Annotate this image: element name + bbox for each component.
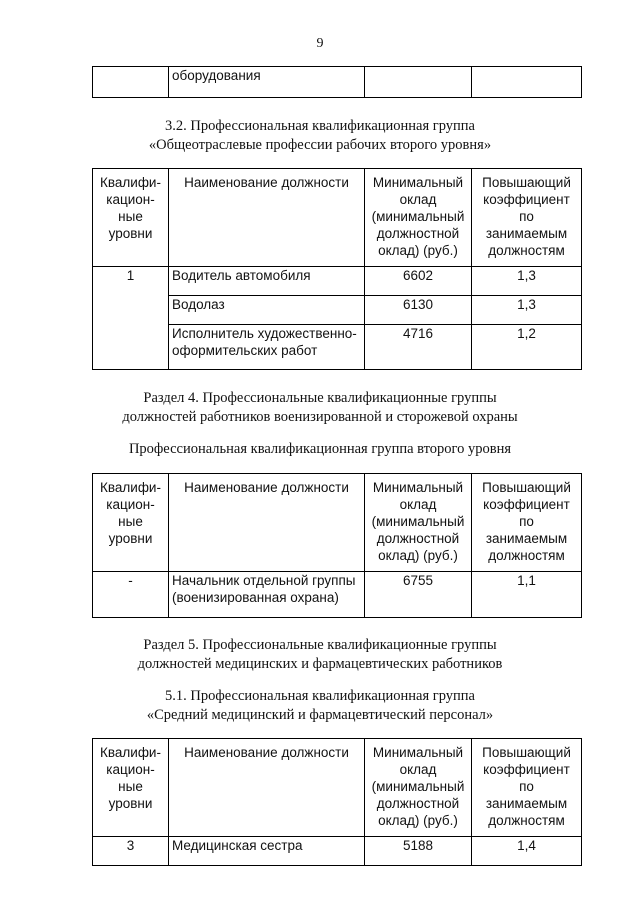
table-row xyxy=(93,837,582,866)
continuation-coef-cell xyxy=(472,67,582,98)
position-name: Водитель автомобиля xyxy=(169,267,365,296)
header-qualification-level: Квалифи- кацион- ные уровни xyxy=(93,474,169,572)
salary-value: 4716 xyxy=(365,325,472,370)
position-name: Водолаз xyxy=(169,296,365,325)
table-header-row xyxy=(93,474,582,572)
table-section-3-2 xyxy=(92,168,582,370)
header-minimum-salary: Минимальный оклад (минимальный должностной оклад) (руб.) xyxy=(365,169,472,267)
section-4-heading: Раздел 4. Профессиональные квалификационные группы должностей работников военизированной и сторожевой охраны xyxy=(122,390,518,425)
coefficient-value: 1,4 xyxy=(472,837,582,866)
header-qualification-level: Квалифи- кацион- ные уровни xyxy=(93,169,169,267)
header-qualification-level: Квалифи- кацион- ные уровни xyxy=(93,739,169,837)
coefficient-value: 1,3 xyxy=(472,267,582,296)
salary-value: 6755 xyxy=(365,572,472,618)
continuation-level-cell xyxy=(93,67,169,98)
table-section-4 xyxy=(92,473,582,618)
table-header-row xyxy=(93,169,582,267)
section-4-subheading: Профессиональная квалификационная группа второго уровня xyxy=(128,441,512,457)
section-5-heading: Раздел 5. Профессиональные квалификационные группы должностей медицинских и фармацевтических работников xyxy=(137,637,503,672)
position-name: Исполнитель художественно- оформительских работ xyxy=(169,325,365,370)
qualification-level-cell: 3 xyxy=(93,837,169,866)
header-position-name: Наименование должности xyxy=(169,739,365,837)
table-section-5-1 xyxy=(92,738,582,866)
continuation-salary-cell xyxy=(365,67,472,98)
continuation-table xyxy=(92,66,582,98)
position-name: Начальник отдельной группы (военизированная охрана) xyxy=(169,572,365,618)
page-number: 9 xyxy=(316,36,324,51)
continuation-position-name: оборудования xyxy=(169,67,365,98)
header-coefficient: Повышающий коэффициент по занимаемым должностям xyxy=(472,474,582,572)
qualification-level-cell: 1 xyxy=(93,267,169,370)
section-5-1-heading: 5.1. Профессиональная квалификационная группа «Средний медицинский и фармацевтический персонал» xyxy=(146,688,494,723)
salary-value: 6602 xyxy=(365,267,472,296)
salary-value: 6130 xyxy=(365,296,472,325)
section-3-2-heading: 3.2. Профессиональная квалификационная группа «Общеотраслевые профессии рабочих второго уровня» xyxy=(148,118,492,153)
coefficient-value: 1,2 xyxy=(472,325,582,370)
header-coefficient: Повышающий коэффициент по занимаемым должностям xyxy=(472,169,582,267)
table-row xyxy=(93,267,582,296)
header-minimum-salary: Минимальный оклад (минимальный должностной оклад) (руб.) xyxy=(365,739,472,837)
table-row xyxy=(93,572,582,618)
header-position-name: Наименование должности xyxy=(169,169,365,267)
qualification-level-cell: - xyxy=(93,572,169,618)
header-coefficient: Повышающий коэффициент по занимаемым должностям xyxy=(472,739,582,837)
coefficient-value: 1,1 xyxy=(472,572,582,618)
position-name: Медицинская сестра xyxy=(169,837,365,866)
table-header-row xyxy=(93,739,582,837)
salary-value: 5188 xyxy=(365,837,472,866)
header-position-name: Наименование должности xyxy=(169,474,365,572)
coefficient-value: 1,3 xyxy=(472,296,582,325)
header-minimum-salary: Минимальный оклад (минимальный должностной оклад) (руб.) xyxy=(365,474,472,572)
